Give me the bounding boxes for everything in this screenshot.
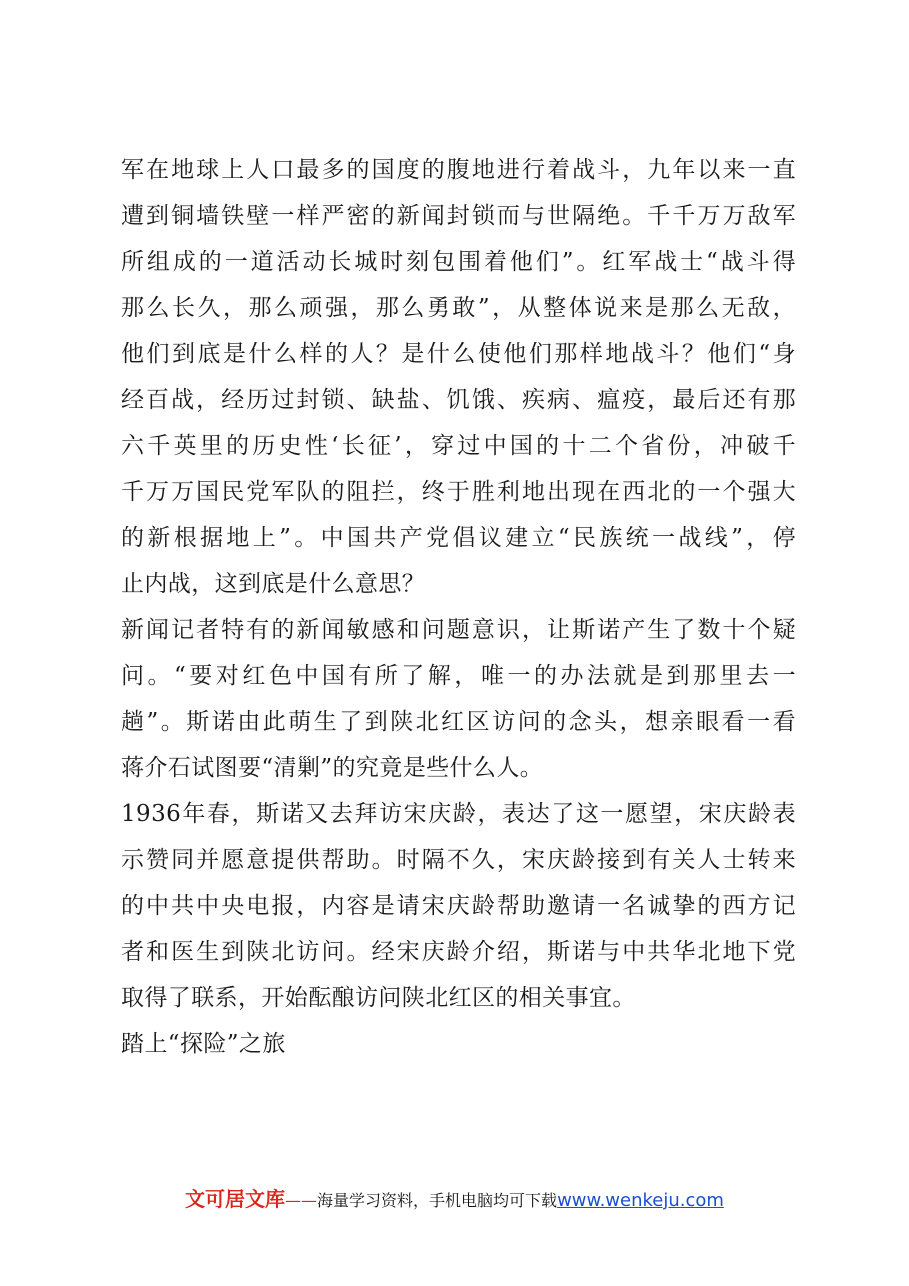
body-line: 示赞同并愿意提供帮助。时隔不久，宋庆龄接到有关人士转来	[121, 847, 796, 873]
document-body	[121, 157, 796, 1077]
footer-brand: 文可居文库	[185, 1187, 286, 1211]
body-line: 经百战，经历过封锁、缺盐、饥饿、疾病、瘟疫，最后还有那	[121, 387, 796, 413]
body-line: 千万万国民党军队的阻拦，终于胜利地出现在西北的一个强大	[121, 479, 796, 505]
body-line: 军在地球上人口最多的国度的腹地进行着战斗，九年以来一直	[121, 157, 796, 183]
footer-slogan: 海量学习资料，手机电脑均可下载	[317, 1191, 558, 1210]
body-line: 问。“要对红色中国有所了解，唯一的办法就是到那里去一	[121, 663, 796, 689]
body-line: 1936年春，斯诺又去拜访宋庆龄，表达了这一愿望，宋庆龄表	[121, 801, 796, 827]
body-line: 六千英里的历史性‘长征’，穿过中国的十二个省份，冲破千	[121, 433, 796, 459]
body-line: 止内战，这到底是什么意思？	[121, 571, 426, 597]
body-line: 的新根据地上”。中国共产党倡议建立“民族统一战线”，停	[121, 525, 796, 551]
footer-dash: ——	[285, 1191, 318, 1210]
body-line: 的中共中央电报，内容是请宋庆龄帮助邀请一名诚挚的西方记	[121, 893, 796, 919]
body-line: 新闻记者特有的新闻敏感和问题意识，让斯诺产生了数十个疑	[121, 617, 796, 643]
body-line: 所组成的一道活动长城时刻包围着他们”。红军战士“战斗得	[121, 249, 796, 275]
body-line: 那么长久，那么顽强，那么勇敢”，从整体说来是那么无敌，	[121, 295, 796, 321]
body-line: 趟”。斯诺由此萌生了到陕北红区访问的念头，想亲眼看一看	[121, 709, 796, 735]
footer-site-link[interactable]: www.wenkeju.com	[557, 1190, 724, 1211]
body-line: 取得了联系，开始酝酿访问陕北红区的相关事宜。	[121, 985, 636, 1011]
body-line: 者和医生到陕北访问。经宋庆龄介绍，斯诺与中共华北地下党	[121, 939, 796, 965]
body-line: 他们到底是什么样的人？是什么使他们那样地战斗？他们“身	[121, 341, 796, 367]
section-heading: 踏上“探险”之旅	[121, 1031, 286, 1057]
body-line: 遭到铜墙铁壁一样严密的新闻封锁而与世隔绝。千千万万敌军	[121, 203, 796, 229]
body-line: 蒋介石试图要“清剿”的究竟是些什么人。	[121, 755, 544, 781]
page-footer	[0, 1183, 909, 1212]
